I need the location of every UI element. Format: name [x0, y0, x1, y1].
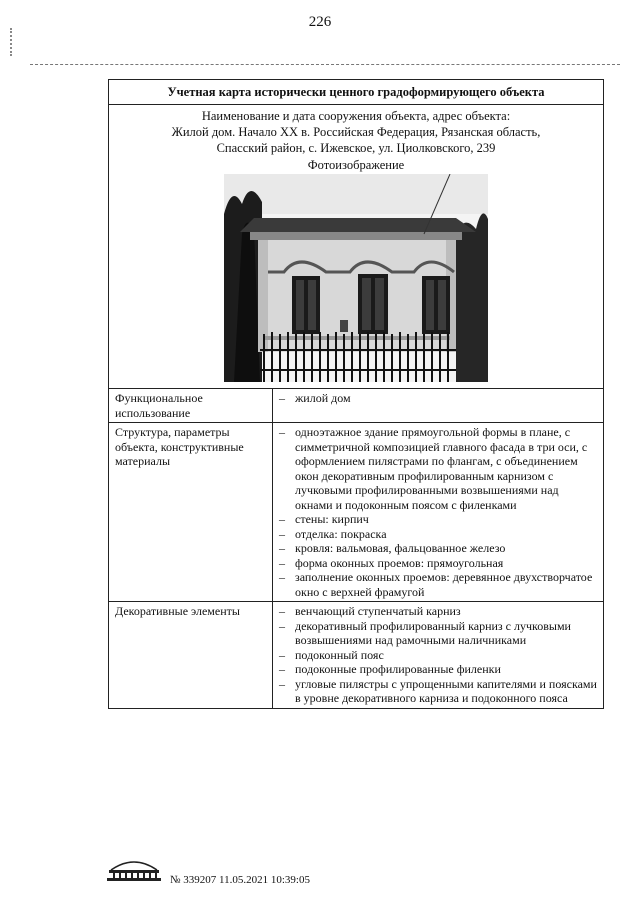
list-item: – стены: кирпич [277, 512, 599, 527]
list-item: – отделка: покраска [277, 527, 599, 542]
list-item: – угловые пилястры с упрощенными капителями и поясками в уровне декоративного карниза и подоконного пояса [277, 677, 599, 706]
object-name-block [109, 105, 603, 158]
list-item: – заполнение оконных проемов: деревянное двухстворчатое окно с верхней фрамугой [277, 570, 599, 599]
registry-logo-icon [103, 854, 165, 882]
table-row [109, 423, 603, 602]
list-item: – одноэтажное здание прямоугольной формы в плане, с симметричной композицией главного фасада в три оси, с оформлением пилястрами по флангам, с объединением окон декоративным профилированным карнизом с лучковыми профилированными возвышениями над окнами и подоконным поясом с филенками [277, 425, 599, 512]
name-line-2: Спасский район, с. Ижевское, ул. Циолковского, 239 [216, 141, 496, 155]
document-stamp: № 339207 11.05.2021 10:39:05 [170, 874, 310, 886]
row-label: Функциональное использование [109, 389, 273, 423]
row-values [273, 389, 604, 423]
list-item: – венчающий ступенчатый карниз [277, 604, 599, 619]
list-item: – подоконный пояс [277, 648, 599, 663]
row-values [273, 602, 604, 708]
row-label: Структура, параметры объекта, конструктивные материалы [109, 423, 273, 602]
row-values [273, 423, 604, 602]
photo-caption: Фотоизображение [307, 158, 405, 172]
scan-artifact [10, 28, 16, 56]
attributes-table [109, 388, 603, 708]
list-item: – форма оконных проемов: прямоугольная [277, 556, 599, 571]
name-heading: Наименование и дата сооружения объекта, адрес объекта: [201, 109, 511, 123]
table-row [109, 389, 603, 423]
name-line-1: Жилой дом. Начало XX в. Российская Федерация, Рязанская область, [171, 125, 541, 139]
list-item: – декоративный профилированный карниз с лучковыми возвышениями над рамочными наличниками [277, 619, 599, 648]
list-item: – подоконные профилированные филенки [277, 662, 599, 677]
list-item: – жилой дом [277, 391, 599, 406]
card-title: Учетная карта исторически ценного градоформирующего объекта [109, 80, 603, 105]
list-item: – кровля: вальмовая, фальцованное железо [277, 541, 599, 556]
record-card [108, 79, 604, 709]
row-label: Декоративные элементы [109, 602, 273, 708]
scan-divider [30, 64, 620, 65]
building-photo [224, 174, 488, 382]
table-row [109, 602, 603, 708]
page-number: 226 [308, 14, 332, 30]
